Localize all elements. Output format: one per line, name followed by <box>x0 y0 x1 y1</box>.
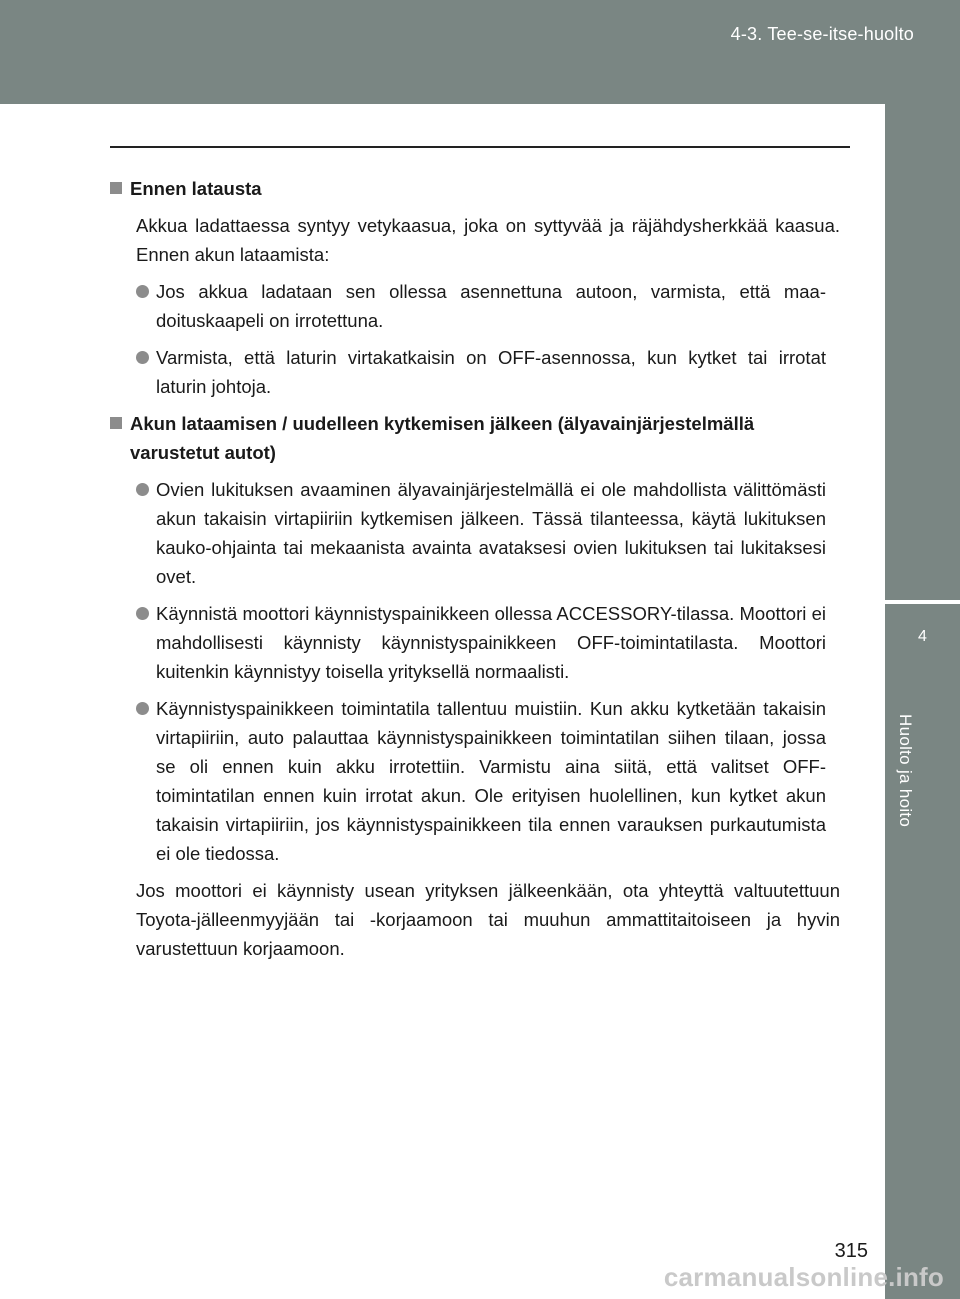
section-heading <box>110 409 840 467</box>
list-item <box>110 599 840 686</box>
list-item <box>110 343 840 401</box>
chapter-label: Huolto ja hoito <box>896 714 915 828</box>
outro-paragraph: Jos moottori ei käynnisty usean yrityksen jälkeenkään, ota yhteyttä valtuutettuun Toyota-jälleenmyyjään tai -korjaamoon tai muuhun ammattitaitoiseen ja hyvin varustettuun korjaamoon. <box>136 880 840 959</box>
round-bullet-icon <box>136 483 149 496</box>
square-bullet-icon <box>110 417 122 429</box>
section-title: 4-3. Tee-se-itse-huolto <box>730 24 914 44</box>
bullet-text: Ovien lukituksen avaaminen älyavainjärjestelmällä ei ole mahdollista välittömästi akun takaisin virtapiiriin kytkemisen jälkeen. Tässä tilanteessa, käytä lukituksen kauko-ohjainta tai mekaanista avainta avataksesi ovien lukituksen tai lukitaksesi ovet. <box>156 479 826 587</box>
page-number: 315 <box>834 1240 868 1262</box>
list-item <box>110 277 840 335</box>
watermark: carmanualsonline.info <box>663 1262 944 1292</box>
bullet-text: Varmista, että laturin virtakatkaisin on OFF-asennossa, kun kytket tai irrotat laturin johtoja. <box>156 347 826 397</box>
chapter-side-tab <box>885 104 960 1299</box>
intro-paragraph: Akkua ladattaessa syntyy vetykaasua, joka on syttyvää ja räjähdysherkkää kaasua. Ennen akun lataamista: <box>136 215 840 265</box>
list-item <box>110 475 840 591</box>
bullet-text: Käynnistyspainikkeen toimintatila tallentuu muistiin. Kun akku kytketään takaisin virtapiiriin, auto palauttaa käynnistyspainikkeen toimintatilan siihen tilaan, jossa se oli ennen kuin akku irrotettiin. Varmistu aina siitä, että valitset OFF-toimintatilan ennen kuin irrotat akun. Ole erityisen huolellinen, kun kytket akun takaisin virtapiiriin, jos käynnistyspainikkeen tila ennen varauksen purkautumista ei ole tiedossa. <box>156 698 826 864</box>
round-bullet-icon <box>136 351 149 364</box>
bullet-text: Käynnistä moottori käynnistyspainikkeen ollessa ACCESSORY-tilassa. Moottori ei mahdollisesti käynnisty käynnistyspainikkeen OFF-toimintatilasta. Moottori kuitenkin käynnistyy toisella yrityksellä normaalisti. <box>156 603 826 682</box>
list-item <box>110 694 840 868</box>
section-heading <box>110 174 840 203</box>
round-bullet-icon <box>136 285 149 298</box>
top-rule <box>110 146 850 148</box>
round-bullet-icon <box>136 702 149 715</box>
side-tab-divider <box>885 600 960 604</box>
chapter-number: 4 <box>918 628 927 645</box>
page-content <box>110 168 840 963</box>
heading-text: Akun lataamisen / uudelleen kytkemisen jälkeen (älyavainjärjestelmällä varustetut autot) <box>130 413 755 463</box>
page-header <box>0 0 960 104</box>
square-bullet-icon <box>110 182 122 194</box>
heading-text: Ennen latausta <box>130 178 262 199</box>
bullet-text: Jos akkua ladataan sen ollessa asennettuna autoon, varmista, että maadoituskaapeli on irrotettuna. <box>156 281 826 331</box>
round-bullet-icon <box>136 607 149 620</box>
